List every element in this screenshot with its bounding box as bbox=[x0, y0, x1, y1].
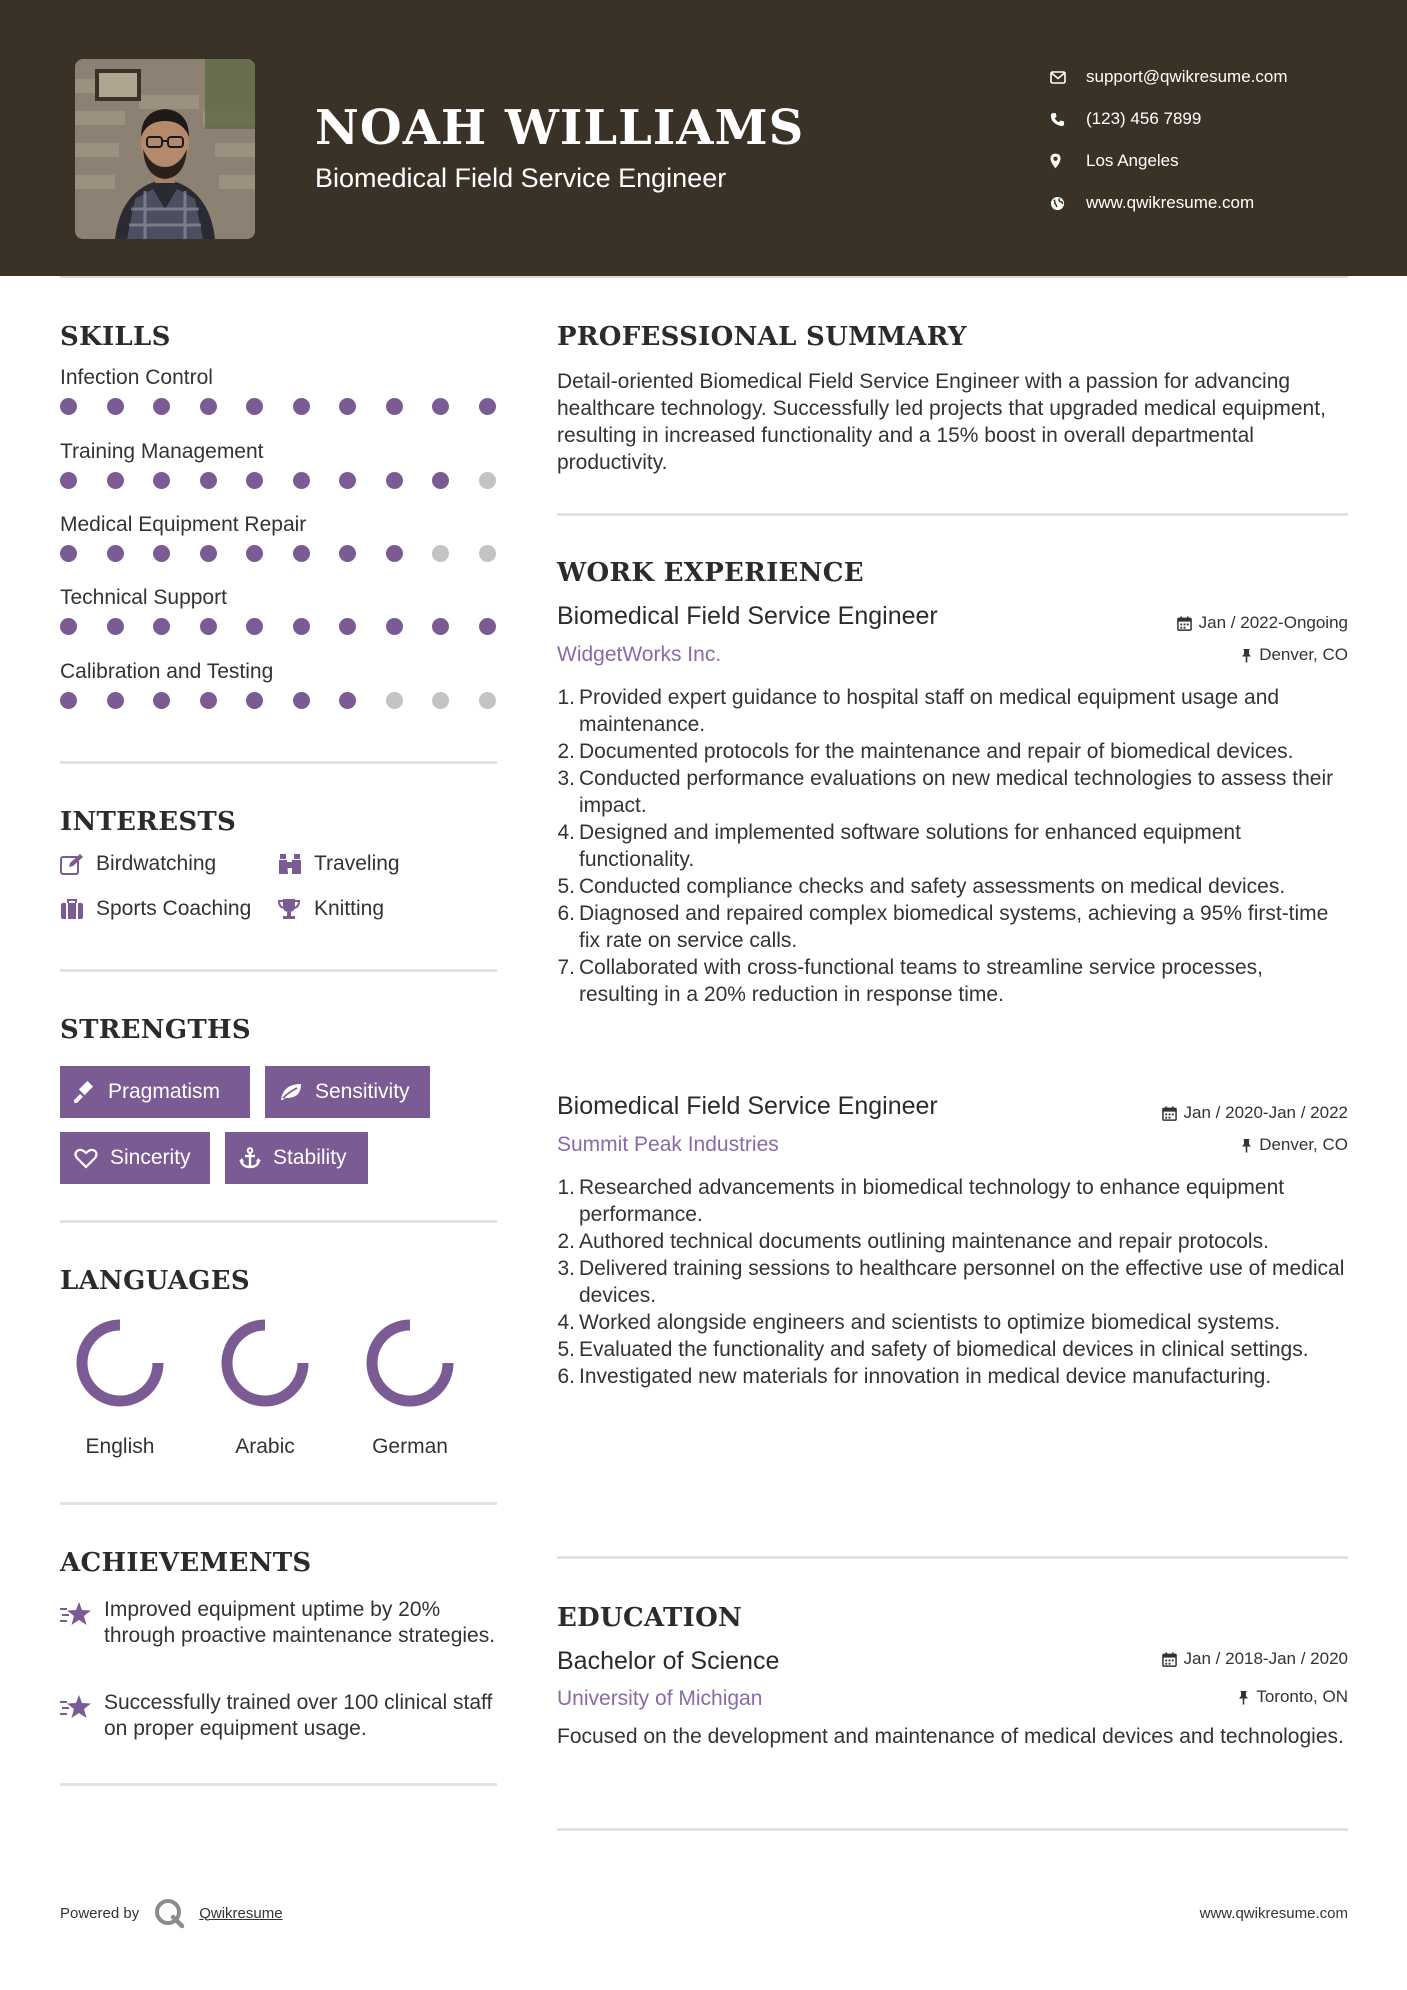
skill-dot-filled bbox=[60, 692, 77, 709]
skill-dot-empty bbox=[432, 692, 449, 709]
pushpin-icon bbox=[1238, 1690, 1249, 1705]
skill-dot-filled bbox=[293, 398, 310, 415]
anchor-icon bbox=[239, 1147, 261, 1169]
skill-dot-filled bbox=[339, 692, 356, 709]
section-divider bbox=[60, 761, 497, 764]
qwikresume-logo-icon bbox=[153, 1897, 185, 1929]
skill-dot-empty bbox=[479, 545, 496, 562]
contact-email[interactable]: support@qwikresume.com bbox=[1050, 56, 1390, 98]
interests-heading: INTERESTS bbox=[60, 807, 237, 837]
achievement-item: Improved equipment uptime by 20% through proactive maintenance strategies. bbox=[60, 1597, 500, 1649]
skill-item bbox=[60, 660, 500, 709]
profile-photo bbox=[75, 59, 255, 239]
job-responsibilities bbox=[557, 1174, 1347, 1390]
section-divider bbox=[60, 1220, 497, 1223]
summary-text: Detail-oriented Biomedical Field Service Engineer with a passion for advancing healthcare technology. Successfully led projects that upgraded medical equipment, resulting in increased functionality and a 15% boost in overall departmental productivity. bbox=[557, 370, 1326, 474]
calendar-icon bbox=[1177, 616, 1192, 631]
strength-badge: Pragmatism bbox=[60, 1066, 250, 1118]
resume-header bbox=[0, 0, 1407, 276]
interest-item: Sports Coaching bbox=[60, 897, 251, 921]
pushpin-icon bbox=[1241, 648, 1252, 663]
language-proficiency-arc bbox=[227, 1325, 303, 1401]
job-location: Denver, CO bbox=[1241, 1135, 1348, 1155]
globe-icon bbox=[1050, 196, 1086, 211]
language-ring bbox=[219, 1317, 311, 1409]
candidate-name: NOAH WILLIAMS bbox=[315, 100, 805, 156]
skill-dot-filled bbox=[107, 472, 124, 489]
strength-badge: Sensitivity bbox=[265, 1066, 430, 1118]
skill-rating bbox=[60, 618, 496, 635]
skill-dot-empty bbox=[386, 692, 403, 709]
section-divider bbox=[60, 969, 497, 972]
skill-dot-filled bbox=[293, 472, 310, 489]
language-name: German bbox=[372, 1435, 448, 1458]
skill-dot-filled bbox=[107, 618, 124, 635]
job-title: Biomedical Field Service Engineer bbox=[557, 602, 938, 630]
skill-dot-filled bbox=[200, 545, 217, 562]
pushpin-icon bbox=[1241, 1138, 1252, 1153]
skill-dot-empty bbox=[432, 545, 449, 562]
job-responsibilities bbox=[557, 684, 1347, 1008]
section-divider bbox=[557, 1828, 1348, 1831]
skill-dot-filled bbox=[60, 545, 77, 562]
skill-dot-filled bbox=[246, 618, 263, 635]
languages-heading: LANGUAGES bbox=[60, 1266, 250, 1296]
contact-info bbox=[1050, 56, 1390, 224]
job-dates: Jan / 2020-Jan / 2022 bbox=[1162, 1103, 1348, 1123]
briefcase-icon bbox=[60, 898, 96, 920]
skill-rating bbox=[60, 692, 496, 709]
skill-dot-filled bbox=[200, 618, 217, 635]
qwikresume-link[interactable]: Qwikresume bbox=[199, 1904, 283, 1922]
job-title: Biomedical Field Service Engineer bbox=[557, 1092, 938, 1120]
skill-dot-filled bbox=[432, 618, 449, 635]
achievement-item: Successfully trained over 100 clinical staff on proper equipment usage. bbox=[60, 1690, 500, 1742]
achievements-heading: ACHIEVEMENTS bbox=[60, 1548, 312, 1578]
language-name: Arabic bbox=[235, 1435, 295, 1458]
education-description: Focused on the development and maintenance of medical devices and technologies. bbox=[557, 1725, 1344, 1748]
section-divider bbox=[557, 513, 1348, 516]
skill-dot-filled bbox=[107, 398, 124, 415]
skill-dot-filled bbox=[246, 398, 263, 415]
company-name: WidgetWorks Inc. bbox=[557, 643, 722, 666]
skill-dot-filled bbox=[432, 398, 449, 415]
interest-item: Birdwatching bbox=[60, 852, 216, 876]
shooting-star-icon bbox=[60, 1690, 104, 1742]
strength-badge: Sincerity bbox=[60, 1132, 210, 1184]
list-item: 2 . Authored technical documents outlining maintenance and repair protocols. bbox=[557, 1228, 1347, 1255]
skill-name: Infection Control bbox=[60, 366, 213, 389]
calendar-icon bbox=[1162, 1652, 1177, 1667]
section-divider bbox=[557, 1556, 1348, 1559]
location-pin-icon bbox=[1050, 153, 1086, 169]
skill-rating bbox=[60, 472, 496, 489]
skill-rating bbox=[60, 545, 496, 562]
skill-item bbox=[60, 366, 500, 415]
skill-item bbox=[60, 586, 500, 635]
list-item: 5 . Evaluated the functionality and safety of biomedical devices in clinical settings. bbox=[557, 1336, 1347, 1363]
skill-dot-filled bbox=[386, 545, 403, 562]
language-proficiency-arc bbox=[372, 1325, 448, 1401]
school-name: University of Michigan bbox=[557, 1687, 763, 1710]
skill-dot-filled bbox=[153, 618, 170, 635]
education-location: Toronto, ON bbox=[1238, 1687, 1348, 1707]
skill-rating bbox=[60, 398, 496, 415]
shooting-star-icon bbox=[60, 1597, 104, 1649]
section-divider bbox=[60, 1502, 497, 1505]
list-item: 7 . Collaborated with cross-functional teams to streamline service processes, resulting in a 20% reduction in response time. bbox=[557, 954, 1347, 1008]
skill-dot-filled bbox=[200, 472, 217, 489]
interest-item: Knitting bbox=[278, 897, 384, 921]
skill-dot-filled bbox=[432, 472, 449, 489]
envelope-icon bbox=[1050, 71, 1086, 84]
language-item bbox=[350, 1317, 470, 1459]
skill-dot-filled bbox=[153, 472, 170, 489]
skill-dot-filled bbox=[386, 472, 403, 489]
skill-dot-filled bbox=[386, 618, 403, 635]
strengths-heading: STRENGTHS bbox=[60, 1015, 251, 1045]
language-ring bbox=[364, 1317, 456, 1409]
list-item: 4 . Worked alongside engineers and scientists to optimize biomedical systems. bbox=[557, 1309, 1347, 1336]
skill-dot-filled bbox=[293, 692, 310, 709]
skill-dot-filled bbox=[246, 692, 263, 709]
skill-dot-filled bbox=[60, 472, 77, 489]
gavel-icon bbox=[74, 1081, 96, 1103]
list-item: 1 . Researched advancements in biomedical technology to enhance equipment performance. bbox=[557, 1174, 1347, 1228]
list-item: 6 . Investigated new materials for innovation in medical device manufacturing. bbox=[557, 1363, 1347, 1390]
contact-website[interactable]: www.qwikresume.com bbox=[1050, 182, 1390, 224]
company-name: Summit Peak Industries bbox=[557, 1133, 779, 1156]
leaf-icon bbox=[279, 1082, 303, 1102]
contact-phone[interactable]: (123) 456 7899 bbox=[1050, 98, 1390, 140]
language-proficiency-arc bbox=[82, 1325, 158, 1401]
list-item: 6 . Diagnosed and repaired complex biomedical systems, achieving a 95% first-time fix rate on service calls. bbox=[557, 900, 1347, 954]
language-ring bbox=[74, 1317, 166, 1409]
skill-item bbox=[60, 513, 500, 562]
footer-url[interactable]: www.qwikresume.com bbox=[1199, 1905, 1348, 1922]
skill-dot-filled bbox=[60, 398, 77, 415]
interest-item: Traveling bbox=[278, 852, 400, 876]
language-item bbox=[205, 1317, 325, 1459]
skill-dot-filled bbox=[153, 692, 170, 709]
skill-item bbox=[60, 440, 500, 489]
pencil-icon bbox=[60, 853, 96, 875]
skill-dot-filled bbox=[339, 618, 356, 635]
skill-name: Technical Support bbox=[60, 586, 227, 609]
skill-dot-filled bbox=[107, 692, 124, 709]
education-dates: Jan / 2018-Jan / 2020 bbox=[1162, 1649, 1348, 1669]
strength-badge: Stability bbox=[225, 1132, 368, 1184]
list-item: 5 . Conducted compliance checks and safety assessments on medical devices. bbox=[557, 873, 1347, 900]
summary-heading: PROFESSIONAL SUMMARY bbox=[557, 322, 967, 352]
skill-dot-filled bbox=[153, 545, 170, 562]
list-item: 3 . Conducted performance evaluations on new medical technologies to assess their impact. bbox=[557, 765, 1347, 819]
skill-dot-filled bbox=[200, 692, 217, 709]
skill-dot-filled bbox=[60, 618, 77, 635]
skill-dot-filled bbox=[479, 398, 496, 415]
education-heading: EDUCATION bbox=[557, 1603, 743, 1633]
skill-dot-filled bbox=[293, 618, 310, 635]
skill-dot-filled bbox=[246, 545, 263, 562]
header-underline bbox=[60, 276, 1348, 278]
list-item: 4 . Designed and implemented software solutions for enhanced equipment functionality. bbox=[557, 819, 1347, 873]
phone-icon bbox=[1050, 112, 1086, 127]
skill-dot-filled bbox=[107, 545, 124, 562]
job-dates: Jan / 2022-Ongoing bbox=[1177, 613, 1348, 633]
language-name: English bbox=[85, 1435, 155, 1458]
job-location: Denver, CO bbox=[1241, 645, 1348, 665]
heart-icon bbox=[74, 1148, 98, 1169]
skill-name: Medical Equipment Repair bbox=[60, 513, 307, 536]
skill-dot-filled bbox=[479, 618, 496, 635]
degree-title: Bachelor of Science bbox=[557, 1647, 780, 1675]
calendar-icon bbox=[1162, 1106, 1177, 1121]
skill-name: Training Management bbox=[60, 440, 264, 463]
binoculars-icon bbox=[278, 853, 314, 875]
list-item: 3 . Delivered training sessions to healthcare personnel on the effective use of medical devices. bbox=[557, 1255, 1347, 1309]
footer-powered-by: Powered by Qwikresume bbox=[60, 1897, 283, 1929]
skills-heading: SKILLS bbox=[60, 322, 171, 352]
skill-dot-filled bbox=[246, 472, 263, 489]
skill-dot-filled bbox=[293, 545, 310, 562]
skill-dot-filled bbox=[153, 398, 170, 415]
skill-dot-filled bbox=[339, 472, 356, 489]
section-divider bbox=[60, 1783, 497, 1786]
skill-dot-filled bbox=[200, 398, 217, 415]
skill-name: Calibration and Testing bbox=[60, 660, 274, 683]
skill-dot-empty bbox=[479, 692, 496, 709]
skill-dot-filled bbox=[339, 545, 356, 562]
list-item: 1 . Provided expert guidance to hospital staff on medical equipment usage and maintenance. bbox=[557, 684, 1347, 738]
contact-location: Los Angeles bbox=[1050, 140, 1390, 182]
language-item bbox=[60, 1317, 180, 1459]
skill-dot-filled bbox=[339, 398, 356, 415]
skill-dot-empty bbox=[479, 472, 496, 489]
trophy-icon bbox=[278, 898, 314, 920]
candidate-title: Biomedical Field Service Engineer bbox=[315, 163, 727, 193]
experience-heading: WORK EXPERIENCE bbox=[557, 558, 864, 588]
skill-dot-filled bbox=[386, 398, 403, 415]
list-item: 2 . Documented protocols for the maintenance and repair of biomedical devices. bbox=[557, 738, 1347, 765]
